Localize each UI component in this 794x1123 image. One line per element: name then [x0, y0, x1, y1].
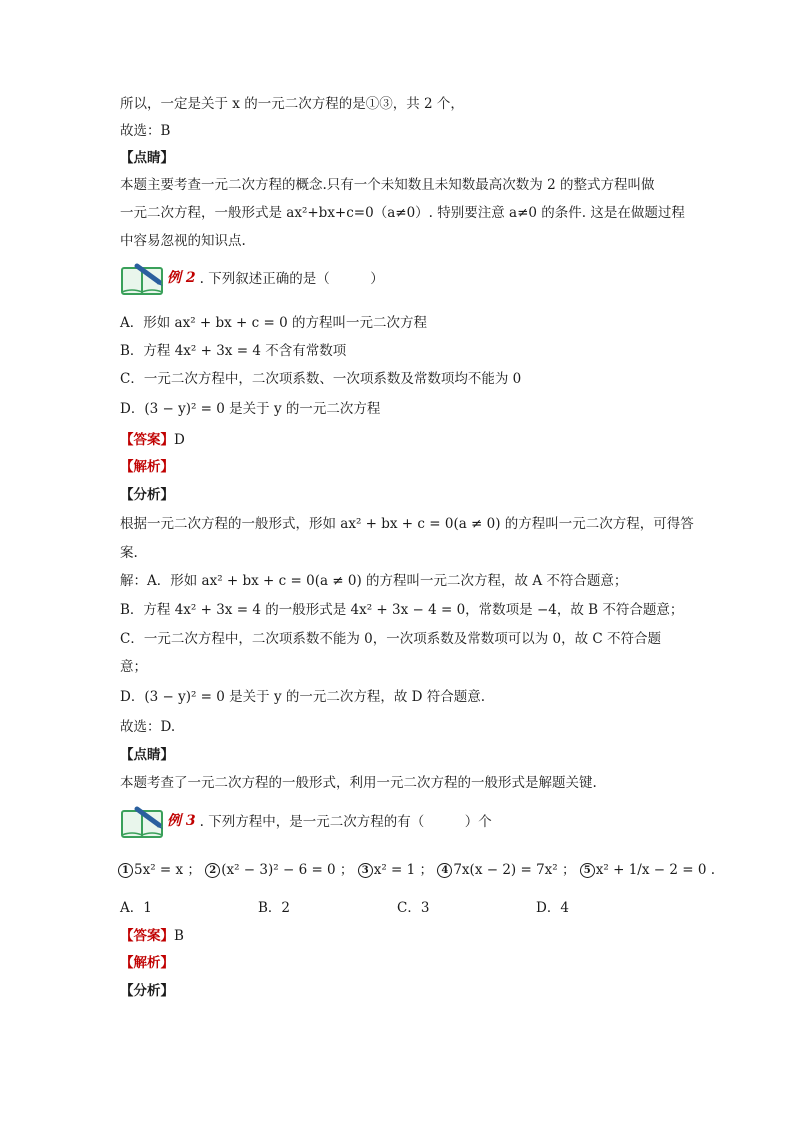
ex2-fenxi-heading: 【分析】	[120, 487, 174, 503]
ex3-option-d: D．4	[536, 900, 569, 916]
ex3-eq-3: 3 x² = 1 ；	[358, 862, 433, 878]
ex2-analysis-3: 解：A．形如 ax² + bx + c = 0(a ≠ 0) 的方程叫一元二次方程，故 A 不符合题意；	[120, 573, 628, 589]
intro-line-1: 所以，一定是关于 x 的一元二次方程的是①③，共 2 个，	[120, 96, 464, 112]
book-pencil-icon	[119, 805, 165, 835]
ex2-jiexi-heading: 【解析】	[120, 459, 174, 475]
ex2-analysis-1: 根据一元二次方程的一般形式，形如 ax² + bx + c = 0(a ≠ 0) 的方程叫一元二次方程，可得答	[120, 516, 694, 532]
ex2-analysis-5: C．一元二次方程中，二次项系数不能为 0，一次项系数及常数项可以为 0，故 C 不符合题	[120, 631, 662, 647]
ex2-analysis-6: 意；	[120, 659, 147, 675]
ex3-eq-4: 4 7x(x − 2) = 7x² ；	[437, 862, 575, 878]
ex3-option-b: B．2	[258, 900, 291, 916]
example-3-label: 例 3	[167, 813, 196, 829]
ex2-option-c: C．一元二次方程中，二次项系数、一次项系数及常数项均不能为 0	[120, 371, 522, 387]
ex2-dianjing-text: 本题考查了一元二次方程的一般形式，利用一元二次方程的一般形式是解题关键.	[120, 775, 597, 791]
dianjing-heading: 【点睛】	[120, 150, 174, 166]
example-2-question: . 下列叙述正确的是（ ）	[199, 271, 384, 287]
dianjing-line-2: 一元二次方程，一般形式是 ax²+bx+c=0（a≠0）. 特别要注意 a≠0 的条件. 这是在做题过程	[120, 205, 685, 221]
example-2-header	[119, 262, 384, 292]
answer-tag: 【答案】	[120, 928, 174, 944]
ex3-fenxi-heading: 【分析】	[120, 983, 174, 999]
ex3-option-a: A．1	[120, 900, 152, 916]
dianjing-line-1: 本题主要考查一元二次方程的概念.只有一个未知数且未知数最高次数为 2 的整式方程叫做	[120, 177, 655, 193]
ex2-dianjing-heading: 【点睛】	[120, 747, 174, 763]
ex3-eq-2: 2 (x² − 3)² − 6 = 0 ；	[205, 862, 353, 878]
ex2-option-a: A．形如 ax² + bx + c = 0 的方程叫一元二次方程	[120, 315, 427, 331]
ex2-analysis-7: D．(3 − y)² = 0 是关于 y 的一元二次方程，故 D 符合题意.	[120, 689, 486, 705]
ex3-equations	[118, 860, 715, 880]
book-pencil-icon	[119, 262, 165, 292]
ex3-eq-5: 5 x² + 1/x − 2 = 0 .	[580, 862, 715, 878]
intro-line-2: 故选：B	[120, 123, 171, 139]
example-3-question: . 下列方程中，是一元二次方程的有（ ）个	[199, 814, 492, 830]
ex2-analysis-4: B．方程 4x² + 3x = 4 的一般形式是 4x² + 3x − 4 = 0，常数项是 −4，故 B 不符合题意；	[120, 602, 684, 618]
ex2-option-b: B．方程 4x² + 3x = 4 不含有常数项	[120, 343, 347, 359]
example-2-label: 例 2	[167, 270, 196, 286]
ex3-eq-1: 1 5x² = x ；	[118, 862, 201, 878]
answer-tag: 【答案】	[120, 432, 174, 448]
ex2-analysis-2: 案.	[120, 545, 138, 561]
ex2-option-d: D．(3 − y)² = 0 是关于 y 的一元二次方程	[120, 401, 381, 417]
example-3-header	[119, 805, 492, 835]
ex3-option-c: C．3	[397, 900, 430, 916]
ex2-answer-value: D	[174, 432, 185, 448]
ex3-answer-line	[120, 926, 184, 946]
ex2-analysis-8: 故选：D.	[120, 719, 176, 735]
ex3-jiexi-heading: 【解析】	[120, 955, 174, 971]
ex2-answer-line	[120, 430, 185, 450]
ex3-answer-value: B	[174, 928, 184, 944]
dianjing-line-3: 中容易忽视的知识点.	[120, 233, 246, 249]
